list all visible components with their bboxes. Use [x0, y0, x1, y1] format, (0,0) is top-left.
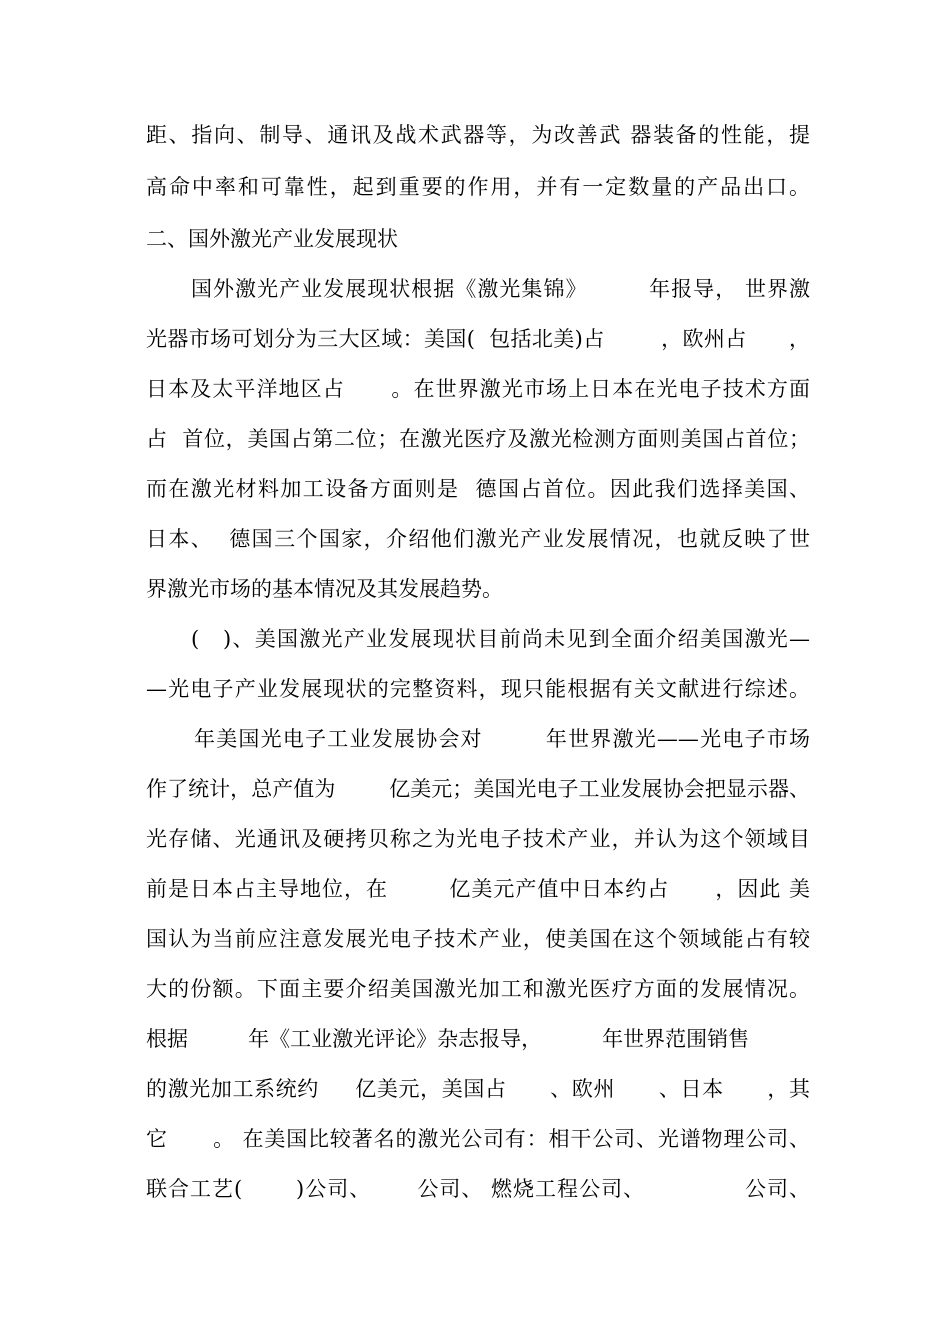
text-line-12: —光电子产业发展现状的完整资料，现只能根据有关文献进行综述。 [146, 677, 810, 701]
text-line-1: 距、指向、制导、通讯及战术武器等，为改善武 器装备的性能，提 [146, 123, 810, 147]
text-line-6: 日本及太平洋地区占 。在世界激光市场上日本在光电子技术方面 [146, 377, 810, 401]
text-line-20: 的激光加工系统约 亿美元，美国占 、欧州 、日本 ，其 [146, 1077, 810, 1101]
text-line-7: 占 首位，美国占第二位；在激光医疗及激光检测方面则美国占首位； [146, 427, 810, 451]
text-line-15: 光存储、光通讯及硬拷贝称之为光电子技术产业，并认为这个领域目 [146, 827, 810, 851]
text-line-2: 高命中率和可靠性，起到重要的作用，并有一定数量的产品出口。 [146, 175, 810, 199]
text-line-18: 大的份额。下面主要介绍美国激光加工和激光医疗方面的发展情况。 [146, 977, 810, 1001]
text-line-9: 日本、 德国三个国家，介绍他们激光产业发展情况，也就反映了世 [146, 527, 810, 551]
text-line-5: 光器市场可划分为三大区域：美国( 包括北美)占 ，欧州占 ， [146, 327, 810, 351]
text-line-10: 界激光市场的基本情况及其发展趋势。 [146, 577, 503, 601]
text-line-4: 国外激光产业发展现状根据《激光集锦》 年报导， 世界激 [191, 277, 810, 301]
text-line-8: 而在激光材料加工设备方面则是 德国占首位。因此我们选择美国、 [146, 477, 810, 501]
text-line-17: 国认为当前应注意发展光电子技术产业，使美国在这个领域能占有较 [146, 927, 810, 951]
text-line-21: 它 。 在美国比较著名的激光公司有：相干公司、光谱物理公司、 [146, 1127, 810, 1151]
text-line-19: 根据 年《工业激光评论》杂志报导， 年世界范围销售 [146, 1027, 750, 1051]
text-line-14: 作了统计，总产值为 亿美元；美国光电子工业发展协会把显示器、 [146, 777, 810, 801]
text-line-16: 前是日本占主导地位，在 亿美元产值中日本约占 ，因此 美 [146, 877, 810, 901]
section-heading: 二、国外激光产业发展现状 [146, 227, 398, 251]
text-line-22: 联合工艺( )公司、 公司、 燃烧工程公司、 公司、 [146, 1177, 810, 1201]
text-line-11: ( )、美国激光产业发展现状目前尚未见到全面介绍美国激光— [191, 627, 810, 651]
text-line-13: 年美国光电子工业发展协会对 年世界激光——光电子市场 [194, 727, 810, 751]
